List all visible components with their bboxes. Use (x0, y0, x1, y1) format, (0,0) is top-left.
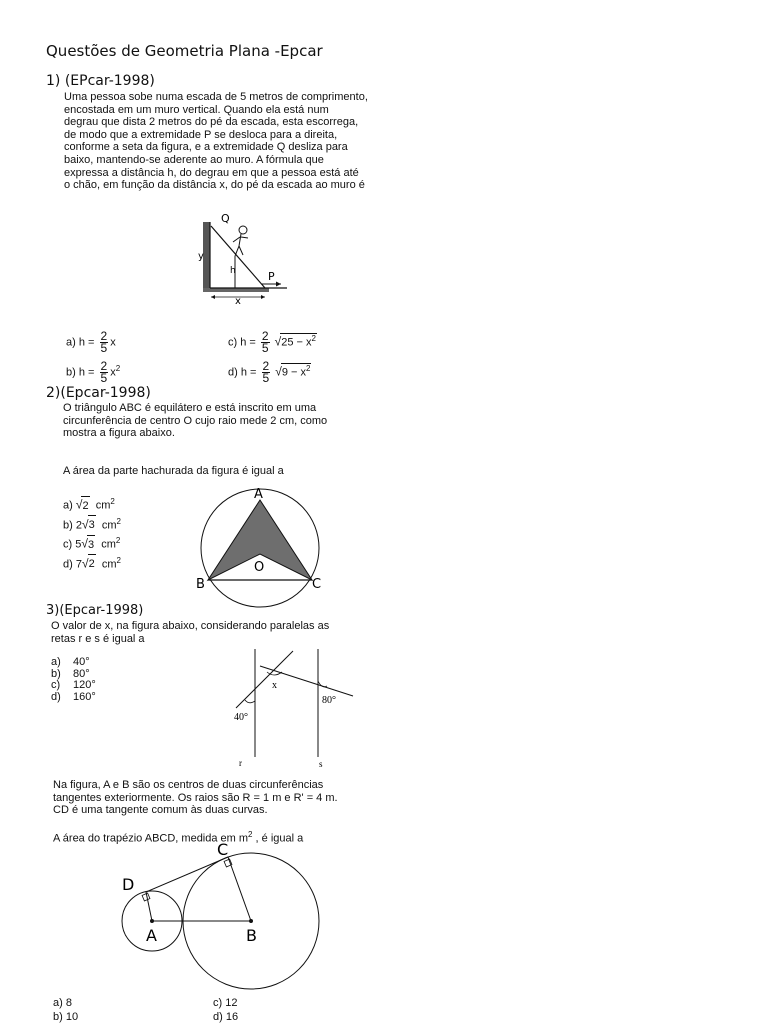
denominator: 5 (100, 371, 108, 385)
exponent: 2 (115, 536, 121, 545)
q1-statement (64, 91, 386, 192)
numerator: 2 (262, 359, 270, 373)
fraction (100, 361, 109, 384)
q1-line: Uma pessoa sobe numa escada de 5 metros de comprimento, (64, 91, 368, 103)
q4-line: Na figura, A e B são os centros de duas circunferências (53, 779, 324, 791)
label-p: P (268, 270, 275, 283)
wall (203, 222, 210, 290)
variable: x (110, 336, 116, 349)
label-b: B (246, 926, 257, 945)
label-c: C (217, 840, 229, 859)
option-label: c) (51, 679, 61, 691)
person-icon (233, 226, 248, 256)
label-b: B (196, 577, 205, 592)
angle-40-arc (245, 700, 255, 703)
label-h: h (230, 266, 236, 276)
q1-heading: 1) (EPcar-1998) (46, 73, 155, 89)
label-q: Q (221, 212, 230, 225)
radicand: 2 (81, 496, 89, 517)
q3-parallel-lines-figure (230, 645, 360, 770)
option-label: b) (51, 667, 61, 680)
variable: x (110, 366, 116, 379)
tangent-cd (146, 857, 228, 892)
q1-option-b[interactable] (66, 361, 120, 384)
exponent: 2 (115, 363, 121, 373)
q2-options (63, 492, 121, 570)
q2-triangle-figure (194, 484, 328, 612)
option-label: d) (63, 558, 73, 571)
q1-line: degrau que dista 2 metros do pé da escada, esta escorrega, (64, 116, 359, 129)
option-prefix: b) h = (66, 366, 95, 379)
label-d: D (122, 875, 135, 894)
option-value: 80° (73, 667, 90, 680)
q2-option-a[interactable] (63, 492, 121, 512)
q4-line: CD é uma tangente comum às duas curvas. (53, 804, 268, 817)
option-value: 120° (73, 679, 96, 691)
q1-line: o chão, em função da distância x, do pé da escada ao muro é (64, 179, 365, 192)
page-title: Questões de Geometria Plana -Epcar (46, 42, 323, 60)
coefficient: 2 (75, 519, 82, 532)
sqrt-icon: √ (81, 517, 89, 532)
option-value: 160° (73, 690, 96, 703)
fraction (261, 331, 270, 354)
q2-option-b[interactable] (63, 512, 121, 532)
ladder (211, 226, 265, 288)
question-text: A área do trapézio ABCD, medida em m (53, 832, 249, 845)
radicand: 2 (88, 554, 96, 575)
option-label: a) (63, 499, 73, 512)
q2-statement (63, 402, 383, 440)
radicand (280, 333, 317, 349)
q4-option-a[interactable]: a) 8 (53, 997, 72, 1009)
fraction (262, 361, 271, 384)
label-c: C (312, 577, 322, 592)
ground (203, 288, 269, 292)
sqrt-icon: √ (81, 536, 88, 551)
q1-option-c[interactable] (228, 331, 317, 354)
option-prefix: a) h = (66, 336, 95, 349)
q3-line: O valor de x, na figura abaixo, considerando paralelas as (51, 620, 330, 632)
label-a: A (146, 926, 157, 945)
q2-line: circunferência de centro O cujo raio mede 2 cm, como (63, 414, 328, 427)
sqrt-icon: √ (275, 364, 282, 379)
q1-option-a[interactable] (66, 331, 116, 354)
radicand-text: 9 − x (281, 366, 306, 379)
segment-bc (228, 857, 251, 921)
exponent: 2 (116, 555, 121, 565)
exponent: 2 (311, 333, 316, 343)
q2-option-d[interactable] (63, 551, 121, 571)
label-r: r (239, 758, 242, 768)
q1-line: encostada em um muro vertical. Quando ela está num (64, 103, 329, 116)
sqrt-icon: √ (75, 497, 83, 512)
q2-heading: 2)(Epcar-1998) (46, 385, 151, 401)
label-a: A (254, 487, 263, 502)
label-x: x (235, 296, 241, 307)
option-prefix: c) h = (228, 336, 256, 349)
q4-statement (53, 779, 373, 817)
unit: cm (101, 538, 116, 551)
denominator: 5 (261, 341, 269, 355)
q3-option-d[interactable] (51, 692, 96, 704)
q1-ladder-figure (195, 212, 295, 307)
coefficient: 5 (75, 538, 82, 551)
sqrt-icon: √ (81, 556, 89, 571)
q3-options (51, 657, 96, 703)
unit: cm (101, 519, 117, 532)
option-label: b) (63, 519, 73, 532)
point-b (249, 919, 253, 923)
option-label: c) (63, 538, 73, 551)
exponent: 2 (248, 830, 253, 839)
exponent: 2 (110, 497, 115, 506)
q3-statement (51, 620, 371, 645)
unit: cm (95, 499, 111, 512)
denominator: 5 (100, 341, 108, 355)
question-text-end: , é igual a (252, 832, 304, 845)
fraction (100, 331, 109, 354)
label-o: O (254, 560, 265, 575)
label-y: y (198, 251, 204, 262)
q1-line: baixo, mantendo-se aderente ao muro. A fórmula que (64, 153, 324, 166)
label-s: s (319, 759, 323, 769)
q1-line: expressa a distância h, do degrau em que a pessoa está até (64, 166, 359, 179)
numerator: 2 (100, 329, 108, 343)
angle-80-arc (318, 681, 327, 687)
q4-option-c[interactable]: c) 12 (213, 997, 238, 1009)
q4-line: tangentes exteriormente. Os raios são R = 1 m e R' = 4 m. (53, 791, 338, 804)
q3-line: retas r e s é igual a (51, 632, 145, 645)
q1-option-d[interactable] (228, 361, 311, 384)
point-a (150, 919, 154, 923)
q2-question: A área da parte hachurada da figura é igual a (63, 465, 284, 477)
option-value: 40° (73, 656, 90, 668)
coefficient: 7 (75, 558, 82, 571)
label-x: x (272, 680, 277, 691)
denominator: 5 (262, 371, 270, 385)
label-80: 80° (322, 695, 336, 706)
q4-option-d[interactable]: d) 16 (213, 1011, 239, 1023)
numerator: 2 (261, 329, 269, 343)
radicand: 3 (88, 515, 96, 536)
option-label: a) (51, 656, 61, 668)
numerator: 2 (100, 359, 108, 373)
exponent: 2 (116, 516, 121, 526)
q4-option-b[interactable]: b) 10 (53, 1011, 79, 1023)
q4-tangent-circles-figure (110, 838, 330, 958)
q3-heading: 3)(Epcar-1998) (46, 603, 144, 618)
option-label: d) (51, 690, 61, 703)
q1-line: conforme a seta da figura, e a extremidade Q desliza para (64, 141, 348, 154)
q2-option-c[interactable] (63, 531, 121, 551)
radicand-text: 25 − x (281, 336, 312, 349)
q2-line: mostra a figura abaixo. (63, 427, 175, 440)
option-prefix: d) h = (228, 366, 257, 379)
radicand: 3 (87, 535, 95, 556)
q2-line: O triângulo ABC é equilátero e está inscrito em uma (63, 402, 317, 414)
exponent: 2 (306, 363, 311, 373)
label-40: 40° (234, 712, 248, 723)
q1-line: de modo que a extremidade P se desloca para a direita, (64, 128, 338, 141)
radicand (281, 363, 312, 379)
sqrt-icon: √ (274, 334, 282, 349)
transversal-1 (236, 651, 293, 708)
unit: cm (101, 558, 117, 571)
